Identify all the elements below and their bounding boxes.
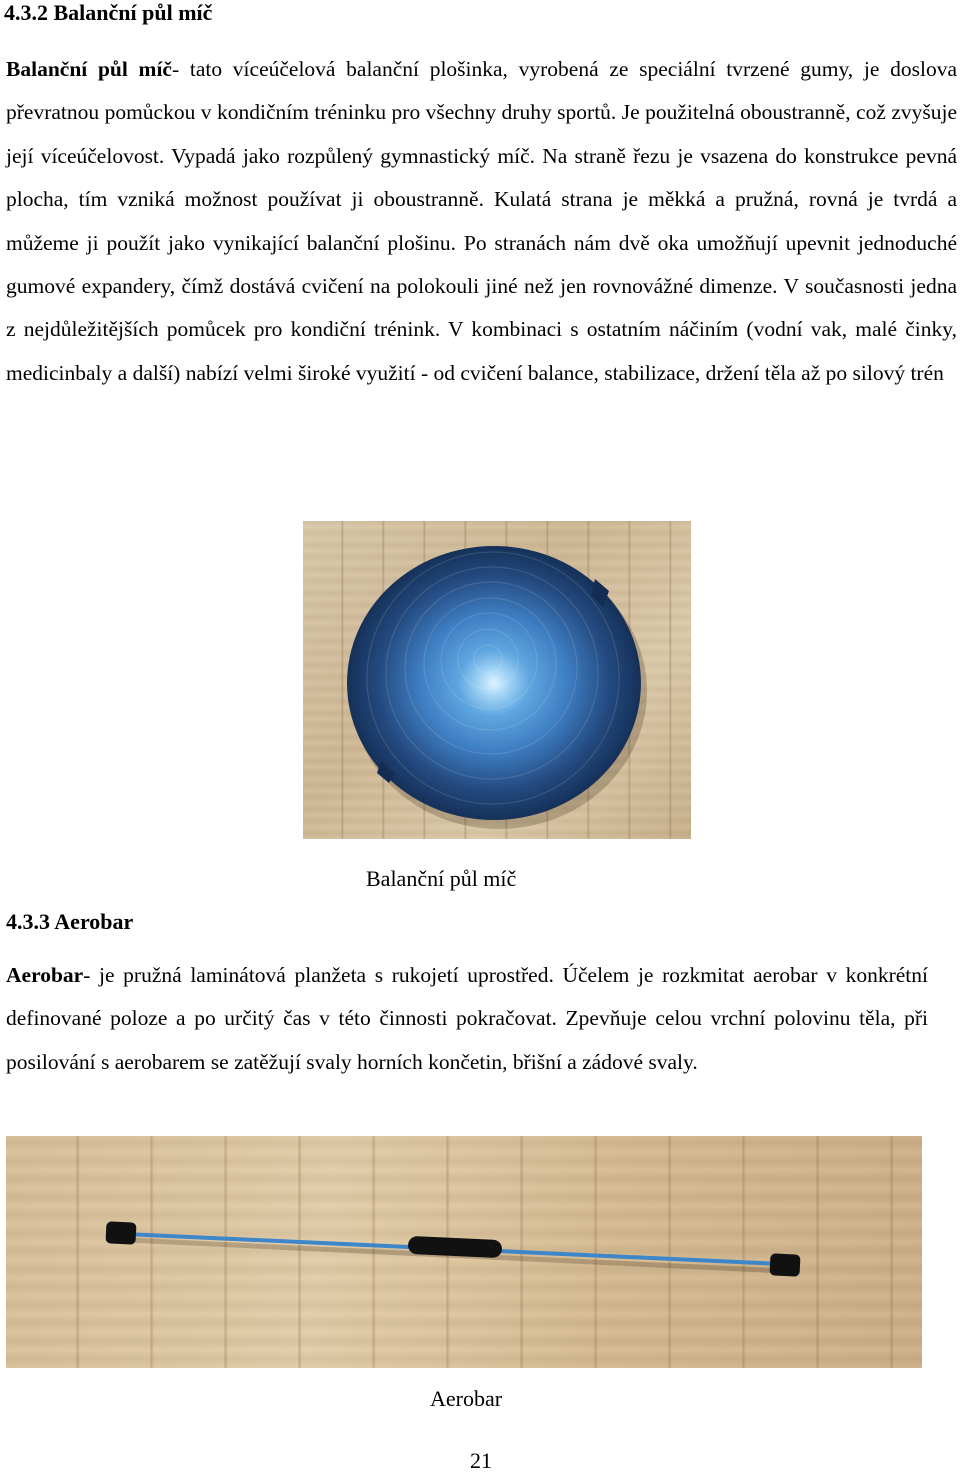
term-aerobar: Aerobar	[6, 963, 84, 987]
paragraph-aerobar-text: - je pružná laminátová planžeta s rukojetí uprostřed. Účelem je rozkmitat aerobar v konkrétní definované poloze a po určitý čas v této činnosti pokračovat. Zpevňuje celou vrchní polovinu těla, při posilování s aerobarem se zatěžují svaly horních končetin, břišní a zádové svaly.	[6, 963, 928, 1074]
aerobar-end-cap-right	[770, 1253, 801, 1276]
aerobar-photo	[6, 1136, 922, 1368]
image-caption-balance: Balanční půl míč	[366, 866, 517, 891]
term-balance: Balanční půl míč	[6, 57, 172, 81]
paragraph-balance-text: - tato víceúčelová balanční plošinka, vyrobená ze speciální tvrzené gumy, je doslova převratnou pomůckou v kondičním tréninku pro všechny druhy sportů. Je použitelná oboustranně, což zvyšuje její víceúčelovost. Vypadá jako rozpůlený gymnastický míč. Na straně řezu je vsazena do konstrukce pevná plocha, tím vzniká možnost používat ji oboustranně. Kulatá strana je měkká a pružná, rovná je tvrdá a můžeme ji použít jako vynikající balanční plošinu. Po stranách nám dvě oka umožňují upevnit jednoduché gumové expandery, čímž dostává cvičení na polokouli jiné než jen rovnovážné dimenze. V současnosti jedna z nejdůležitějších pomůcek pro kondiční trénink. V kombinaci s ostatním náčiním (vodní vak, malé činky, medicinbaly a další) nabízí velmi široké využití - od cvičení balance, stabilizace, držení těla až po silový trén	[6, 57, 957, 385]
balance-ball-photo	[303, 521, 691, 839]
paragraph-aerobar	[6, 954, 928, 1084]
paragraph-balance	[6, 48, 957, 395]
image-caption-aerobar: Aerobar	[430, 1386, 503, 1411]
page-number: 21	[470, 1448, 492, 1473]
section-heading-balance: 4.3.2 Balanční půl míč	[4, 0, 213, 25]
section-heading-aerobar: 4.3.3 Aerobar	[6, 909, 134, 934]
aerobar-end-cap-left	[106, 1221, 137, 1244]
